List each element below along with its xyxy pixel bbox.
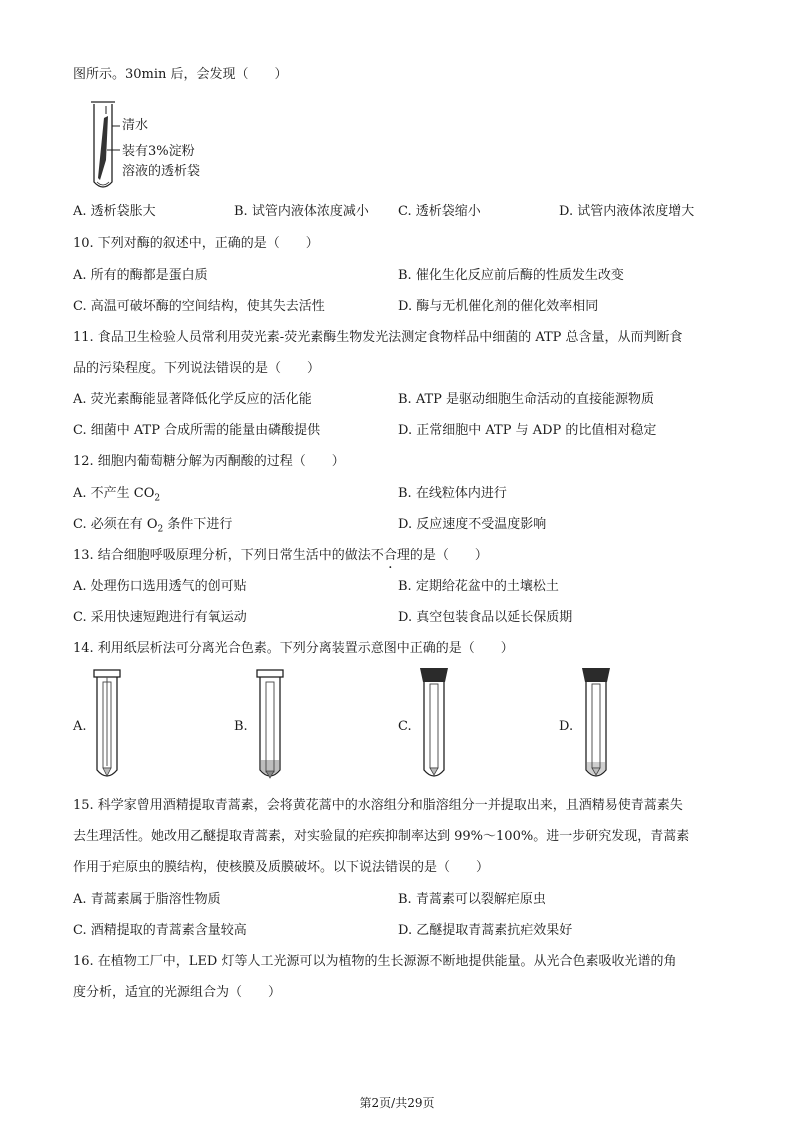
- figure-dialysis-setup: [86, 100, 246, 195]
- test-tube-dialysis-diagram: [86, 100, 126, 192]
- q15-stem-line1: 15. 科学家曾用酒精提取青蒿素，会将黄花蒿中的水溶组分和脂溶组分一并提取出来，且酒精易使青蒿素失: [73, 798, 683, 813]
- label-bag-line2: 溶液的透析袋: [122, 164, 201, 179]
- q15-option-b: B. 青蒿素可以裂解疟原虫: [398, 892, 546, 907]
- q12-option-a: A. 不产生 $CO_2$: [73, 486, 161, 504]
- intro-line: 图所示。30min 后，会发现（ ）: [73, 67, 288, 82]
- q14-stem: 14. 利用纸层析法可分离光合色素。下列分离装置示意图中正确的是（ ）: [73, 641, 514, 656]
- q10-option-c: C. 高温可破坏酶的空间结构，使其失去活性: [73, 299, 325, 314]
- q12-stem: 12. 细胞内葡萄糖分解为丙酮酸的过程（ ）: [73, 454, 345, 469]
- q11-stem-line1: 11. 食品卫生检验人员常利用荧光素-荧光素酶生物发光法测定食物样品中细菌的 ATP 总含量，从而判断食: [73, 330, 683, 345]
- q11-stem-line2: 品的污染程度。下列说法错误的是（ ）: [73, 361, 321, 376]
- q12-option-c: C. 必须在有 $O_2$ 条件下进行: [73, 517, 233, 535]
- q10-option-a: A. 所有的酶都是蛋白质: [73, 268, 208, 283]
- q11-option-a: A. 荧光素酶能显著降低化学反应的活化能: [73, 392, 312, 407]
- q14-tube-a-diagram: [91, 668, 123, 783]
- q15-stem-line3: 作用于疟原虫的膜结构，使核膜及质膜破坏。以下说法错误的是（ ）: [73, 860, 490, 875]
- q9-option-d: D. 试管内液体浓度增大: [559, 204, 695, 219]
- q11-option-b: B. ATP 是驱动细胞生命活动的直接能源物质: [398, 392, 655, 407]
- q14-tube-c-diagram: [418, 664, 450, 784]
- q14-option-d-label: D.: [559, 719, 574, 734]
- q14-tube-d-diagram: [580, 664, 612, 784]
- page-footer: 第2页/共29页: [359, 1096, 435, 1110]
- q14-option-c-label: C.: [398, 719, 412, 734]
- q15-option-c: C. 酒精提取的青蒿素含量较高: [73, 923, 247, 938]
- q13-option-b: B. 定期给花盆中的土壤松土: [398, 579, 559, 594]
- q10-option-b: B. 催化生化反应前后酶的性质发生改变: [398, 268, 624, 283]
- q10-option-d: D. 酶与无机催化剂的催化效率相同: [398, 299, 599, 314]
- q16-stem-line1: 16. 在植物工厂中，LED 灯等人工光源可以为植物的生长源源不断地提供能量。从光合色素吸收光谱的角: [73, 954, 677, 969]
- q10-stem: 10. 下列对酶的叙述中，正确的是（ ）: [73, 236, 319, 251]
- q9-option-c: C. 透析袋缩小: [398, 204, 481, 219]
- q14-tube-b-diagram: [254, 668, 286, 783]
- q9-option-b: B. 试管内液体浓度减小: [234, 204, 369, 219]
- label-clear-water: 清水: [122, 118, 149, 133]
- q13-stem: 13. 结合细胞呼吸原理分析，下列日常生活中的做法不合理的是（ ）: [73, 548, 488, 563]
- q13-option-d: D. 真空包装食品以延长保质期: [398, 610, 573, 625]
- q13-option-c: C. 采用快速短跑进行有氧运动: [73, 610, 247, 625]
- q12-option-d: D. 反应速度不受温度影响: [398, 517, 547, 532]
- q14-option-a-label: A.: [73, 719, 87, 734]
- q13-emphasis: 不合理: [370, 548, 410, 563]
- q15-stem-line2: 去生理活性。她改用乙醚提取青蒿素，对实验鼠的疟疾抑制率达到 99%～100%。进一步研究发现，青蒿素: [73, 829, 690, 844]
- q11-option-d: D. 正常细胞中 ATP 与 ADP 的比值相对稳定: [398, 423, 657, 438]
- q16-stem-line2: 度分析，适宜的光源组合为（ ）: [73, 985, 282, 1000]
- q15-option-d: D. 乙醚提取青蒿素抗疟效果好: [398, 923, 573, 938]
- q13-option-a: A. 处理伤口选用透气的创可贴: [73, 579, 247, 594]
- q15-option-a: A. 青蒿素属于脂溶性物质: [73, 892, 221, 907]
- q9-option-a: A. 透析袋胀大: [73, 204, 156, 219]
- q14-option-b-label: B.: [234, 719, 248, 734]
- q11-option-c: C. 细菌中 ATP 合成所需的能量由磷酸提供: [73, 423, 321, 438]
- label-bag-line1: 装有3%淀粉: [122, 144, 195, 159]
- q12-option-b: B. 在线粒体内进行: [398, 486, 507, 501]
